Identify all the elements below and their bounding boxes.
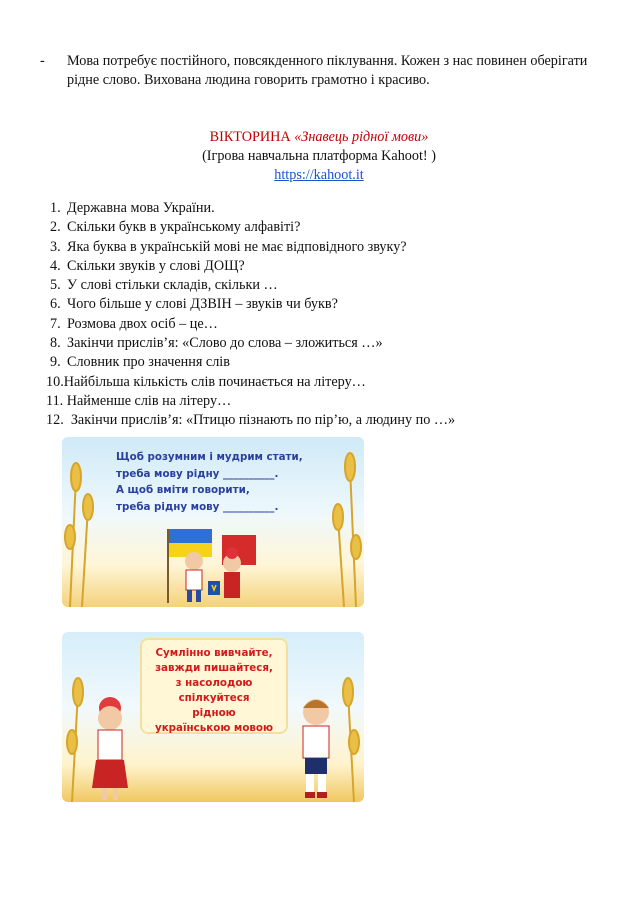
- scroll-card: [62, 632, 364, 802]
- question-item: [50, 334, 610, 353]
- question-text: Закінчи прислів’я: «Слово до слова – зложиться …»: [67, 335, 383, 352]
- quiz-title: [0, 128, 638, 147]
- poem-text: [116, 449, 303, 515]
- question-number: 10.: [46, 373, 64, 390]
- question-item: [46, 392, 610, 411]
- children-flag-illustration: [154, 523, 274, 605]
- question-item: [46, 373, 610, 392]
- question-text: У слові стільки складів, скільки …: [67, 277, 278, 294]
- question-item: [50, 218, 610, 237]
- question-text: Державна мова України.: [67, 200, 215, 216]
- question-number: 2.: [50, 219, 61, 236]
- kahoot-link[interactable]: https://kahoot.it: [274, 167, 364, 183]
- poem-card: [62, 437, 364, 607]
- question-text: Чого більше у слові ДЗВІН – звуків чи букв?: [67, 296, 338, 313]
- boy-illustration: [286, 690, 346, 800]
- scroll-line: українською мовою: [154, 722, 274, 734]
- poem-line: Щоб розумним і мудрим стати,: [116, 451, 303, 463]
- question-text: Словник про значення слів: [67, 354, 230, 371]
- question-number: 7.: [50, 315, 61, 332]
- question-list: [46, 199, 610, 431]
- question-item: [46, 411, 610, 430]
- question-text: Найбільша кількість слів починається на літеру…: [63, 373, 366, 390]
- quiz-title-prefix: ВІКТОРИНА: [209, 129, 295, 145]
- wheat-right-icon: [324, 437, 364, 607]
- quiz-subtitle: (Ігрова навчальна платформа Kahoot! ): [202, 148, 436, 164]
- question-text: Яка буква в українській мові не має відповідного звуку?: [67, 238, 407, 255]
- girl-illustration: [80, 694, 140, 802]
- question-text: Закінчи прислів’я: «Птицю пізнають по пір’ю, а людину по …»: [63, 412, 456, 429]
- question-number: 3.: [50, 238, 61, 255]
- poem-line: треба мову рідну __________.: [116, 467, 279, 480]
- bullet-dash: -: [40, 53, 45, 69]
- question-number: 5.: [50, 277, 61, 294]
- question-number: 4.: [50, 257, 61, 274]
- scroll-line: рідною: [192, 707, 236, 719]
- poem-line: А щоб вміти говорити,: [116, 484, 250, 496]
- question-text: Скільки букв в українському алфавіті?: [67, 219, 301, 236]
- scroll-line: Сумлінно вивчайте,: [155, 647, 273, 659]
- question-text: Найменше слів на літеру…: [63, 392, 232, 409]
- wheat-left-icon: [62, 437, 102, 607]
- question-number: 8.: [50, 335, 61, 352]
- kahoot-link-row: [0, 166, 638, 185]
- scroll-text: [140, 646, 288, 736]
- question-item: [50, 238, 610, 257]
- question-text: Розмова двох осіб – це…: [67, 315, 218, 332]
- question-item: [50, 353, 610, 372]
- quiz-title-name: «Знавець рідної мови»: [294, 129, 429, 145]
- question-item: [50, 199, 610, 218]
- intro-paragraph: [40, 52, 600, 90]
- question-number: 9.: [50, 354, 61, 371]
- question-number: 6.: [50, 296, 61, 313]
- scroll-line: завжди пишайтеся,: [155, 662, 273, 674]
- question-text: Скільки звуків у слові ДОЩ?: [67, 257, 245, 274]
- question-item: [50, 295, 610, 314]
- poem-line: треба рідну мову __________.: [116, 500, 279, 513]
- question-item: [50, 315, 610, 334]
- question-item: [50, 257, 610, 276]
- question-number: 12.: [46, 412, 64, 429]
- intro-text: Мова потребує постійного, повсякденного піклування. Кожен з нас повинен оберігати рідне слово. Вихована людина говорить грамотно і красиво.: [67, 53, 588, 88]
- question-number: 1.: [50, 200, 61, 216]
- scroll-line: з насолодою спілкуйтеся: [175, 677, 253, 704]
- question-item: [50, 276, 610, 295]
- question-number: 11.: [46, 392, 64, 409]
